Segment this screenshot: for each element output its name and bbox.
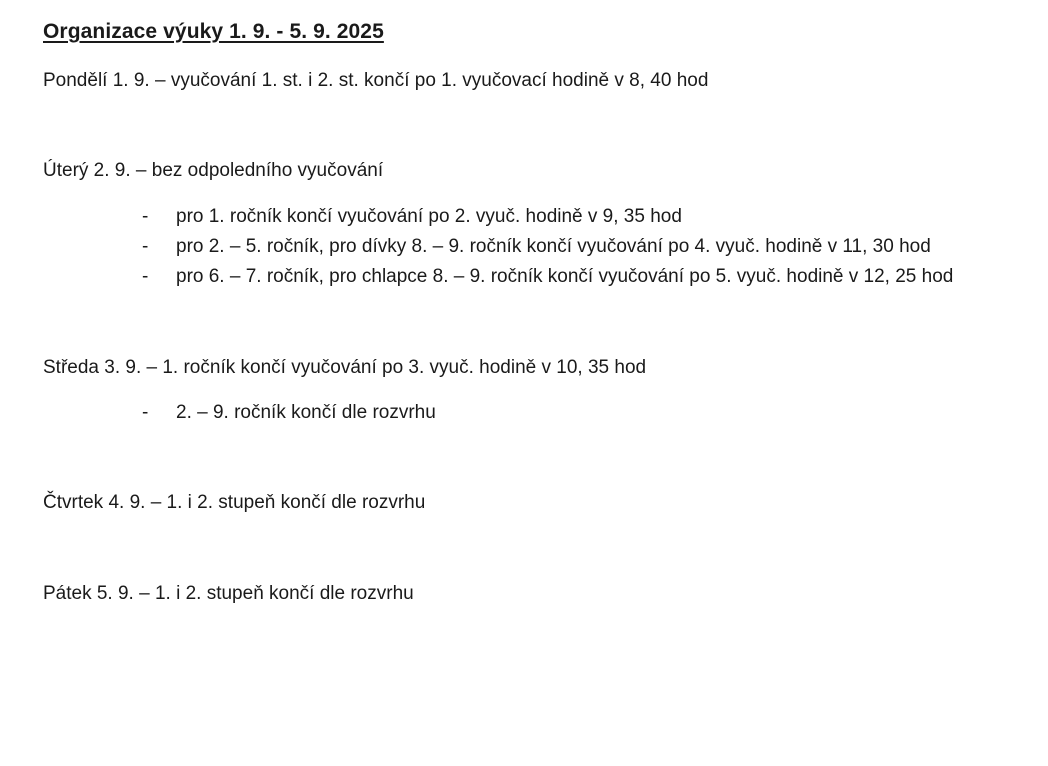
day-tuesday: Úterý 2. 9. – bez odpoledního vyučování [43, 160, 384, 181]
bullet-item [142, 206, 682, 228]
bullet-item [142, 266, 953, 288]
bullet-text: pro 6. – 7. ročník, pro chlapce 8. – 9. ročník končí vyučování po 5. vyuč. hodině v 12, 25 hod [176, 266, 954, 287]
bullet-marker: - [142, 402, 149, 423]
day-thursday: Čtvrtek 4. 9. – 1. i 2. stupeň končí dle rozvrhu [43, 492, 426, 513]
bullet-text: pro 2. – 5. ročník, pro dívky 8. – 9. ročník končí vyučování po 4. vyuč. hodině v 11, 30 hod [176, 236, 931, 257]
bullet-item [142, 402, 436, 424]
document-title: Organizace výuky 1. 9. - 5. 9. 2025 [43, 20, 384, 43]
bullet-marker: - [142, 236, 149, 257]
bullet-marker: - [142, 206, 149, 227]
bullet-item [142, 236, 931, 258]
day-monday: Pondělí 1. 9. – vyučování 1. st. i 2. st. končí po 1. vyučovací hodině v 8, 40 hod [43, 70, 709, 91]
bullet-text: pro 1. ročník končí vyučování po 2. vyuč. hodině v 9, 35 hod [176, 206, 682, 227]
day-friday: Pátek 5. 9. – 1. i 2. stupeň končí dle rozvrhu [43, 583, 414, 604]
bullet-text: 2. – 9. ročník končí dle rozvrhu [176, 402, 436, 423]
day-wednesday: Středa 3. 9. – 1. ročník končí vyučování po 3. vyuč. hodině v 10, 35 hod [43, 357, 647, 378]
bullet-marker: - [142, 266, 149, 287]
